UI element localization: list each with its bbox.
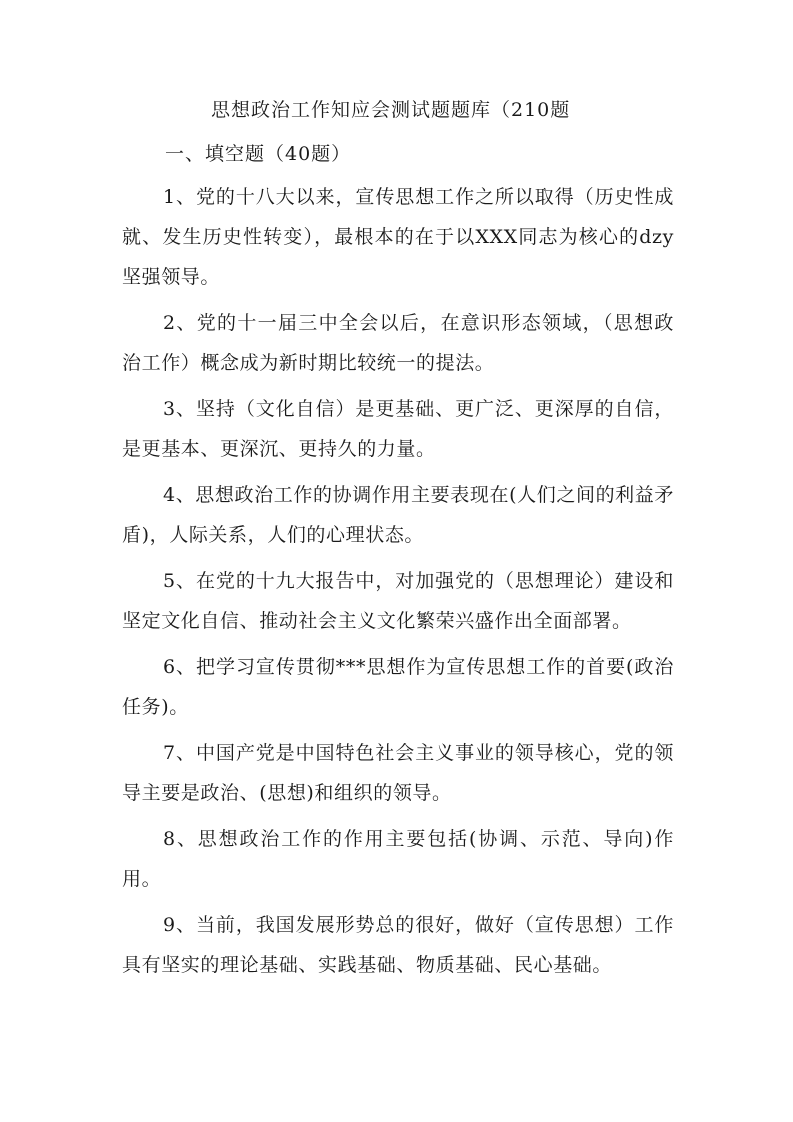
question-item: 9、当前，我国发展形势总的很好，做好（宣传思想）工作具有坚实的理论基础、实践基础、物质基础、民心基础。 [122, 914, 674, 976]
question-item: 5、在党的十九大报告中，对加强党的（思想理论）建设和坚定文化自信、推动社会主义文化繁荣兴盛作出全面部署。 [122, 570, 674, 632]
question-list [122, 177, 674, 991]
question-item: 2、党的十一届三中全会以后，在意识形态领域，（思想政治工作）概念成为新时期比较统一的提法。 [122, 312, 674, 374]
question-item: 4、思想政治工作的协调作用主要表现在(人们之间的利益矛盾)，人际关系，人们的心理状态。 [122, 484, 674, 546]
question-item: 6、把学习宣传贯彻***思想作为宣传思想工作的首要(政治任务)。 [122, 656, 674, 718]
question-item: 8、思想政治工作的作用主要包括(协调、示范、导向)作用。 [122, 828, 674, 890]
section-heading: 一、填空题（40题） [165, 143, 352, 165]
question-item: 1、党的十八大以来，宣传思想工作之所以取得（历史性成就、发生历史性转变），最根本的在于以XXX同志为核心的dzy坚强领导。 [122, 186, 674, 288]
question-item: 7、中国产党是中国特色社会主义事业的领导核心，党的领导主要是政治、(思想)和组织的领导。 [122, 742, 674, 804]
document-title: 思想政治工作知应会测试题题库（210题 [211, 99, 571, 121]
question-item: 3、坚持（文化自信）是更基础、更广泛、更深厚的自信，是更基本、更深沉、更持久的力量。 [122, 398, 674, 460]
